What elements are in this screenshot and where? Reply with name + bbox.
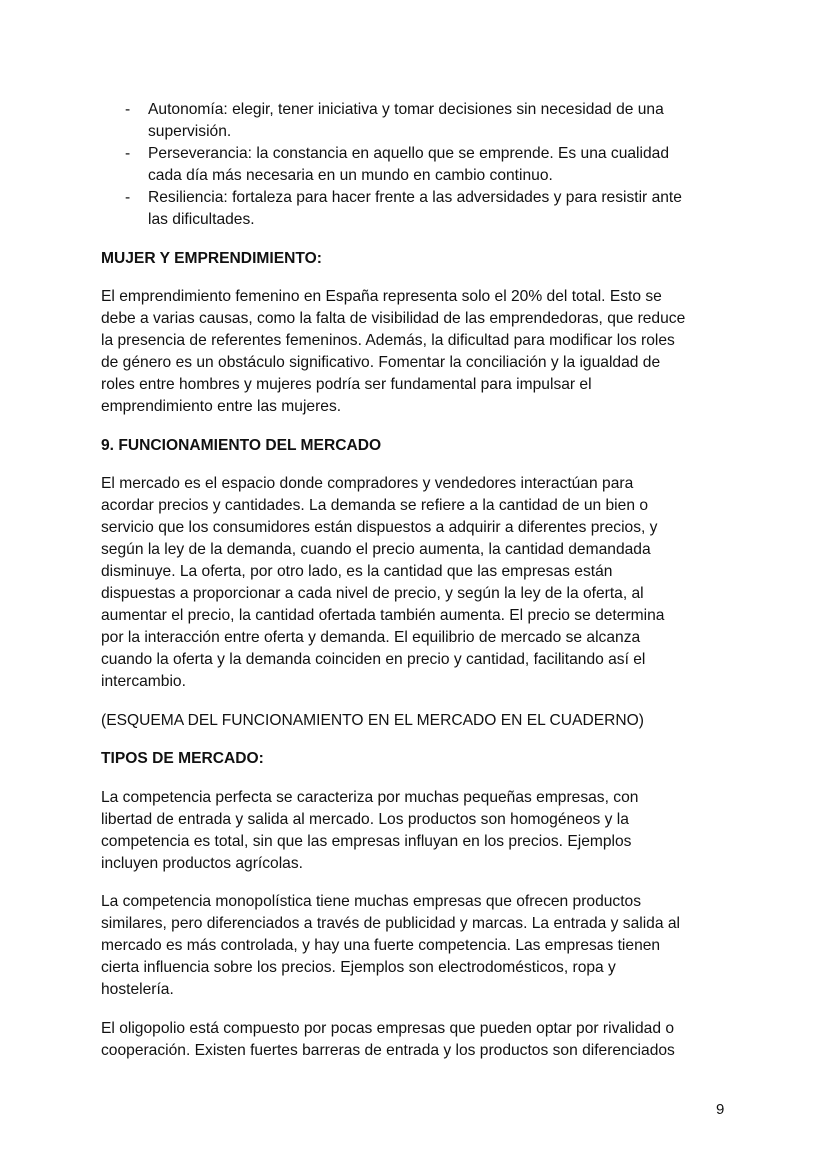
text-line: hostelería. (101, 981, 174, 998)
text-line: emprendimiento entre las mujeres. (101, 398, 342, 415)
paragraph (101, 1018, 741, 1062)
text-line: disminuye. La oferta, por otro lado, es la cantidad que las empresas están (101, 563, 613, 580)
text-line: mercado es más controlada, y hay una fuerte competencia. Las empresas tienen (101, 937, 661, 954)
bullet-dash: - (125, 189, 131, 206)
paragraph (101, 286, 741, 418)
text-line: cada día más necesaria en un mundo en cambio continuo. (148, 167, 553, 184)
list-item (101, 187, 741, 231)
text-line: supervisión. (148, 123, 232, 140)
text-line: según la ley de la demanda, cuando el precio aumenta, la cantidad demandada (101, 541, 651, 558)
list-item (101, 143, 741, 187)
text-line: cooperación. Existen fuertes barreras de entrada y los productos son diferenciados (101, 1041, 675, 1059)
text-line: incluyen productos agrícolas. (101, 854, 303, 872)
text-line: roles entre hombres y mujeres podría ser fundamental para impulsar el (101, 376, 592, 393)
text-line: TIPOS DE MERCADO: (101, 750, 264, 767)
text-line: El oligopolio está compuesto por pocas empresas que pueden optar por rivalidad o (101, 1019, 674, 1037)
text-line: 9. FUNCIONAMIENTO DEL MERCADO (101, 436, 382, 454)
paragraph (101, 787, 741, 875)
text-line: El emprendimiento femenino en España representa solo el 20% del total. Esto se (101, 288, 662, 305)
bullet-dash: - (125, 101, 131, 118)
text-line: cierta influencia sobre los precios. Ejemplos son electrodomésticos, ropa y (101, 959, 616, 976)
bullet-list (101, 99, 741, 231)
paragraph (101, 473, 741, 693)
text-line: competencia es total, sin que las empresas influyan en los precios. Ejemplos (101, 832, 632, 850)
document-page (101, 99, 741, 1078)
text-line: Resiliencia: fortaleza para hacer frente a las adversidades y para resistir ante (148, 189, 682, 206)
page-number: 9 (716, 1101, 725, 1118)
text-line: la presencia de referentes femeninos. Además, la dificultad para modificar los roles (101, 332, 675, 349)
text-line: de género es un obstáculo significativo. Fomentar la conciliación y la igualdad de (101, 354, 661, 371)
text-line: dispuestas a proporcionar a cada nivel de precio, y según la ley de la oferta, al (101, 585, 644, 602)
text-line: similares, pero diferenciados a través de publicidad y marcas. La entrada y salida al (101, 915, 681, 932)
text-line: acordar precios y cantidades. La demanda se refiere a la cantidad de un bien o (101, 497, 648, 514)
document-body (101, 248, 741, 1062)
text-line: servicio que los consumidores están dispuestos a adquirir a diferentes precios, y (101, 519, 658, 536)
bullet-dash: - (125, 145, 131, 162)
section-heading (101, 435, 741, 457)
text-line: libertad de entrada y salida al mercado. Los productos son homogéneos y la (101, 810, 629, 828)
paragraph (101, 891, 741, 1001)
text-line: MUJER Y EMPRENDIMIENTO: (101, 249, 322, 267)
paragraph (101, 710, 741, 732)
text-line: Perseverancia: la constancia en aquello que se emprende. Es una cualidad (148, 145, 669, 162)
text-line: cuando la oferta y la demanda coinciden en precio y cantidad, facilitando así el (101, 651, 646, 668)
text-line: debe a varias causas, como la falta de visibilidad de las emprendedoras, que reduce (101, 310, 686, 327)
section-heading (101, 248, 741, 270)
text-line: La competencia perfecta se caracteriza por muchas pequeñas empresas, con (101, 788, 639, 806)
section-heading (101, 748, 741, 770)
text-line: El mercado es el espacio donde compradores y vendedores interactúan para (101, 475, 634, 492)
text-line: Autonomía: elegir, tener iniciativa y tomar decisiones sin necesidad de una (148, 101, 664, 118)
list-item (101, 99, 741, 143)
text-line: (ESQUEMA DEL FUNCIONAMIENTO EN EL MERCADO EN EL CUADERNO) (101, 711, 644, 729)
text-line: aumentar el precio, la cantidad ofertada también aumenta. El precio se determina (101, 607, 665, 624)
text-line: las dificultades. (148, 211, 255, 228)
text-line: por la interacción entre oferta y demanda. El equilibrio de mercado se alcanza (101, 629, 641, 646)
text-line: La competencia monopolística tiene muchas empresas que ofrecen productos (101, 893, 642, 910)
text-line: intercambio. (101, 673, 186, 690)
